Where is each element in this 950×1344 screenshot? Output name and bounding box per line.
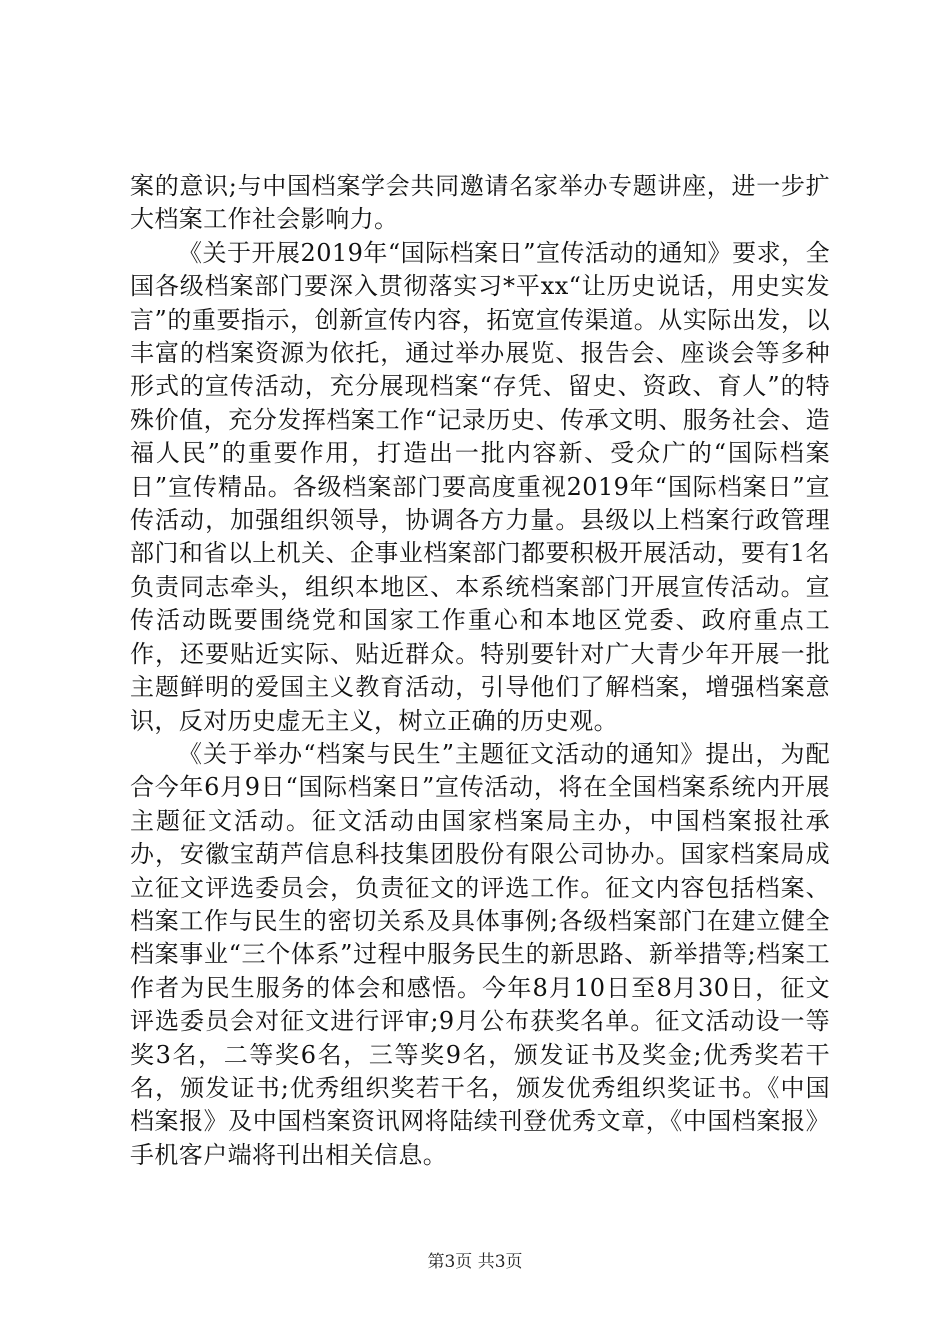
paragraph-archives-day-notice: 《关于开展2019年“国际档案日”宣传活动的通知》要求，全国各级档案部门要深入贯彻落实习*平xx“让历史说话，用史实发言”的重要指示，创新宣传内容，拓宽宣传渠道。从实际出发，以丰富的档案资源为依托，通过举办展览、报告会、座谈会等多种形式的宣传活动，充分展现档案“存凭、留史、资政、育人”的特殊价值，充分发挥档案工作“记录历史、传承文明、服务社会、造福人民”的重要作用，打造出一批内容新、受众广的“国际档案日”宣传精品。各级档案部门要高度重视2019年“国际档案日”宣传活动，加强组织领导，协调各方力量。县级以上档案行政管理部门和省以上机关、企事业档案部门都要积极开展活动，要有1名负责同志牵头，组织本地区、本系统档案部门开展宣传活动。宣传活动既要围绕党和国家工作重心和本地区党委、政府重点工作，还要贴近实际、贴近群众。特别要针对广大青少年开展一批主题鲜明的爱国主义教育活动，引导他们了解档案，增强档案意识，反对历史虚无主义，树立正确的历史观。 (130, 238, 830, 735)
page-footer: 第3页 共3页 (427, 1252, 523, 1272)
paragraph-continuation: 案的意识;与中国档案学会共同邀请名家举办专题讲座，进一步扩大档案工作社会影响力。 (130, 172, 830, 234)
paragraph-essay-contest-notice: 《关于举办“档案与民生”主题征文活动的通知》提出，为配合今年6月9日“国际档案日”宣传活动，将在全国档案系统内开展主题征文活动。征文活动由国家档案局主办，中国档案报社承办，安徽宝葫芦信息科技集团股份有限公司协办。国家档案局成立征文评选委员会，负责征文的评选工作。征文内容包括档案、档案工作与民生的密切关系及具体事例;各级档案部门在建立健全档案事业“三个体系”过程中服务民生的新思路、新举措等;档案工作者为民生服务的体会和感悟。今年8月10日至8月30日，征文评选委员会对征文进行评审;9月公布获奖名单。征文活动设一等奖3名，二等奖6名，三等奖9名，颁发证书及奖金;优秀奖若干名，颁发证书;优秀组织奖若干名，颁发优秀组织奖证书。《中国档案报》及中国档案资讯网将陆续刊登优秀文章，《中国档案报》手机客户端将刊出相关信息。 (130, 739, 830, 1169)
document-body (130, 170, 830, 1172)
